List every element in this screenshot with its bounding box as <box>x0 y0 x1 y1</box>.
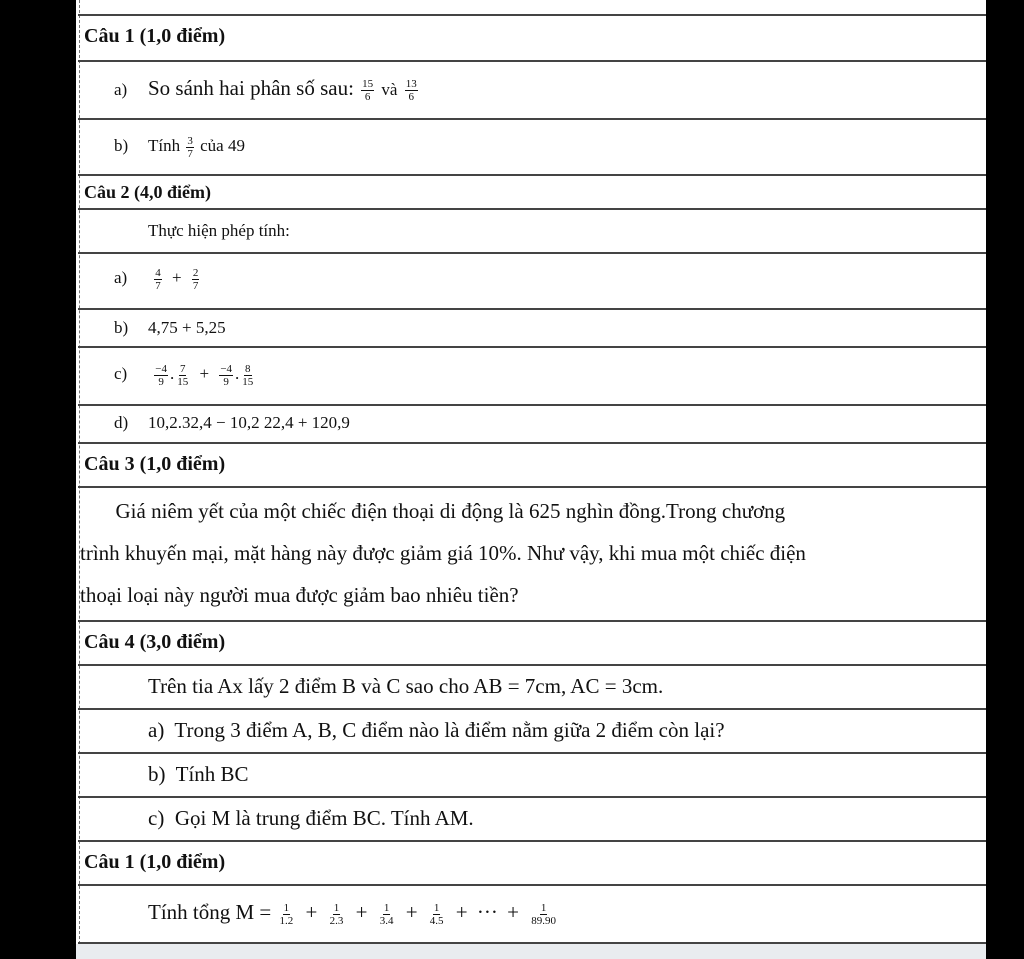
q2-b-expr: 4,75 + 5,25 <box>148 318 226 337</box>
q4-a-row <box>78 710 986 754</box>
q4-c-row <box>78 798 986 842</box>
q1-heading-row <box>78 14 986 62</box>
q4-heading: Câu 4 (3,0 điểm) <box>84 631 226 653</box>
q2-c: c) $\frac{-4}{9}$ . $\frac{7}{15}$ + $\frac{-4}{9}$ . $\frac{8}{15}$ <box>114 362 254 388</box>
q2-intro-row <box>78 210 986 254</box>
document-page <box>76 0 986 959</box>
fraction: $\frac{1}{3.4}$ <box>379 901 394 927</box>
q2-intro: Thực hiện phép tính: <box>148 221 290 240</box>
plus-operator: + <box>507 900 519 924</box>
q1-b-tail: của 49 <box>200 136 245 155</box>
q2-b-label: b) <box>114 318 129 337</box>
fraction: $\frac{-4}{9}$ <box>220 362 233 388</box>
q5-heading: Câu 1 (1,0 điểm) <box>84 851 226 873</box>
fraction: $\frac{2}{7}$ <box>192 266 199 292</box>
q2-b <box>114 316 226 340</box>
ellipsis: ··· <box>476 900 498 924</box>
q1-a-conj: và <box>381 80 398 99</box>
q3-heading: Câu 3 (1,0 điểm) <box>84 453 226 475</box>
q4-b-row <box>78 754 986 798</box>
q1-a <box>114 76 420 103</box>
plus-operator: + <box>405 900 418 924</box>
right-black-border <box>986 0 1024 959</box>
fraction: $\frac{13}{6}$ <box>405 77 417 103</box>
q2-heading: Câu 2 (4,0 điểm) <box>84 182 211 202</box>
q2-d-row <box>78 406 986 444</box>
fraction: $\frac{4}{7}$ <box>155 266 161 292</box>
q1-a-label: a) <box>114 80 128 99</box>
q2-a-row <box>78 254 986 310</box>
q4-a: a) Trong 3 điểm A, B, C điểm nào là điểm nằm giữa 2 điểm còn lại? <box>148 718 725 742</box>
q2-b-row <box>78 310 986 348</box>
plus-operator: + <box>172 268 182 287</box>
fraction: $\frac{1}{2.3}$ <box>329 901 344 927</box>
fraction: $\frac{1}{89.90}$ <box>531 901 556 927</box>
q2-c-label: c) <box>114 364 128 383</box>
q3-line-1: Giá niêm yết của một chiếc điện thoại di động là 625 nghìn đồng.Trong chương <box>84 499 786 523</box>
q3-line-2: trình khuyến mại, mặt hàng này được giảm giá 10%. Như vậy, khi mua một chiếc điện <box>80 541 806 565</box>
q4-intro-row <box>78 666 986 710</box>
left-black-border <box>0 0 76 959</box>
page-bottom-edge <box>76 944 986 959</box>
q2-a <box>114 266 201 292</box>
q5-heading-row <box>78 842 986 886</box>
fraction: $\frac{1}{4.5}$ <box>429 901 444 927</box>
q5-sum <box>148 900 559 927</box>
q2-d-label: d) <box>114 413 129 432</box>
q2-heading-row <box>78 176 986 210</box>
plus-operator: + <box>455 900 468 924</box>
q4-c: c) Gọi M là trung điểm BC. Tính AM. <box>148 806 474 830</box>
q4-b: b) Tính BC <box>148 762 249 786</box>
q1-heading: Câu 1 (1,0 điểm) <box>84 25 226 47</box>
fraction: $\frac{7}{15}$ <box>177 362 189 388</box>
fraction: $\frac{1}{1.2}$ <box>279 901 294 927</box>
q2-d-expr: 10,2.32,4 − 10,2 22,4 + 120,9 <box>148 413 350 432</box>
plus-operator: + <box>305 900 318 924</box>
fraction: $\frac{15}{6}$ <box>362 77 374 103</box>
q4-intro: Trên tia Ax lấy 2 điểm B và C sao cho AB = 7cm, AC = 3cm. <box>148 674 664 698</box>
fraction: $\frac{8}{15}$ <box>242 362 254 388</box>
q2-d <box>114 411 350 435</box>
q5-body-row <box>78 886 986 944</box>
fraction: $\frac{3}{7}$ <box>187 134 193 160</box>
fraction: $\frac{-4}{9}$ <box>155 362 167 388</box>
q1-a-text: So sánh hai phân số sau: <box>148 76 354 100</box>
q1-b <box>114 134 245 160</box>
q5-text: Tính tổng M = <box>148 900 272 924</box>
q1-b-row <box>78 120 986 176</box>
q3-line-3: thoại loại này người mua được giảm bao nhiêu tiền? <box>80 583 519 607</box>
plus-operator: + <box>199 364 210 383</box>
q1-a-row <box>78 62 986 120</box>
q4-heading-row <box>78 622 986 666</box>
q1-b-label: b) <box>114 136 129 155</box>
q1-b-text: Tính <box>148 136 181 155</box>
q2-c-row <box>78 348 986 406</box>
q3-heading-row <box>78 444 986 488</box>
plus-operator: + <box>355 900 368 924</box>
q3-body-row <box>78 488 986 622</box>
q2-a-label: a) <box>114 268 128 287</box>
